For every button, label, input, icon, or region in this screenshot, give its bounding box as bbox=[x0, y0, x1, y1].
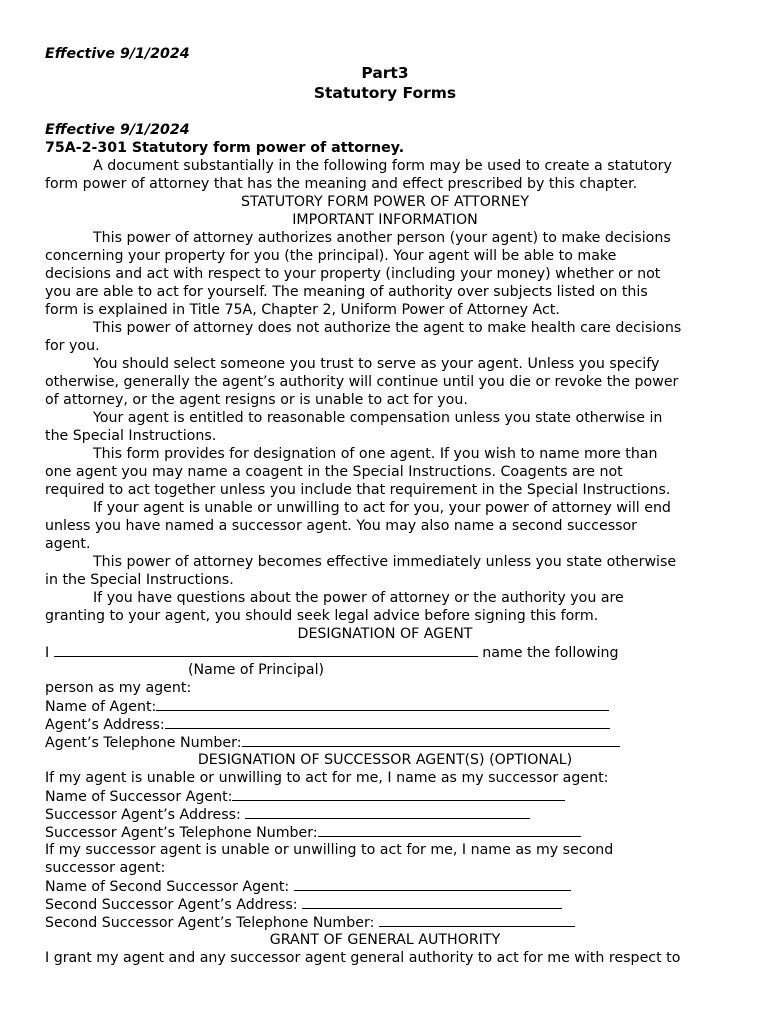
second-address-row bbox=[45, 895, 725, 913]
principal-suffix: name the following bbox=[482, 645, 619, 661]
paragraph-line: of attorney, or the agent resigns or is unable to act for you. bbox=[45, 392, 468, 408]
paragraph-line: required to act together unless you include that requirement in the Special Instructions. bbox=[45, 482, 671, 498]
agent-name-label: Name of Agent: bbox=[45, 699, 157, 715]
successor-phone-label: Successor Agent’s Telephone Number: bbox=[45, 825, 318, 841]
paragraph-line: If you have questions about the power of attorney or the authority you are bbox=[93, 590, 624, 606]
second-intro-line: successor agent: bbox=[45, 860, 166, 876]
paragraph-line: decisions and act with respect to your property (including your money) whether or not bbox=[45, 266, 661, 282]
second-name-row bbox=[45, 877, 725, 895]
successor-phone-field[interactable] bbox=[318, 823, 581, 837]
second-phone-field[interactable] bbox=[379, 913, 575, 927]
spacer bbox=[45, 103, 725, 121]
second-address-field[interactable] bbox=[302, 895, 562, 909]
document-page bbox=[45, 45, 725, 967]
agent-name-row bbox=[45, 697, 725, 715]
second-intro-line: If my successor agent is unable or unwilling to act for me, I name as my second bbox=[45, 842, 614, 858]
paragraph-line: the Special Instructions. bbox=[45, 428, 217, 444]
paragraph-line: you are able to act for yourself. The meaning of authority over subjects listed on this bbox=[45, 284, 648, 300]
successor-address-label: Successor Agent’s Address: bbox=[45, 807, 241, 823]
info-paragraph bbox=[45, 409, 725, 445]
second-name-label: Name of Second Successor Agent: bbox=[45, 879, 290, 895]
info-paragraph bbox=[45, 229, 725, 319]
paragraph-line: This power of attorney authorizes another person (your agent) to make decisions bbox=[93, 230, 671, 246]
principal-prefix: I bbox=[45, 645, 50, 661]
paragraph-line: This power of attorney becomes effective immediately unless you state otherwise bbox=[93, 554, 677, 570]
paragraph-line: agent. bbox=[45, 536, 91, 552]
paragraph-line: unless you have named a successor agent. You may also name a second successor bbox=[45, 518, 637, 534]
successor-address-row bbox=[45, 805, 725, 823]
second-phone-row bbox=[45, 913, 725, 931]
section-heading: 75A-2-301 Statutory form power of attorney. bbox=[45, 140, 405, 156]
agent-phone-row bbox=[45, 733, 725, 751]
part-title: Part3 bbox=[361, 64, 409, 82]
important-info-heading: IMPORTANT INFORMATION bbox=[292, 212, 478, 228]
paragraph-line: concerning your property for you (the principal). Your agent will be able to make bbox=[45, 248, 617, 264]
grant-line: I grant my agent and any successor agent general authority to act for me with respect to bbox=[45, 950, 681, 966]
paragraph-line: This power of attorney does not authorize the agent to make health care decisions bbox=[93, 320, 682, 336]
person-as-agent: person as my agent: bbox=[45, 680, 192, 696]
agent-phone-field[interactable] bbox=[242, 733, 620, 747]
successor-name-label: Name of Successor Agent: bbox=[45, 789, 233, 805]
paragraph-line: form is explained in Title 75A, Chapter 2, Uniform Power of Attorney Act. bbox=[45, 302, 560, 318]
second-phone-label: Second Successor Agent’s Telephone Number: bbox=[45, 915, 375, 931]
intro-line: form power of attorney that has the meaning and effect prescribed by this chapter. bbox=[45, 176, 638, 192]
principal-line bbox=[45, 643, 725, 661]
successor-address-field[interactable] bbox=[245, 805, 530, 819]
agent-name-field[interactable] bbox=[156, 697, 609, 711]
successor-heading: DESIGNATION OF SUCCESSOR AGENT(S) (OPTIONAL) bbox=[197, 752, 573, 768]
paragraph-line: in the Special Instructions. bbox=[45, 572, 234, 588]
second-name-field[interactable] bbox=[294, 877, 571, 891]
effective-date-top: Effective 9/1/2024 bbox=[45, 46, 190, 62]
successor-phone-row bbox=[45, 823, 725, 841]
principal-name-field[interactable] bbox=[54, 643, 478, 657]
principal-sublabel: (Name of Principal) bbox=[188, 662, 325, 678]
successor-name-row bbox=[45, 787, 725, 805]
info-paragraph bbox=[45, 319, 725, 355]
intro-line: A document substantially in the following form may be used to create a statutory bbox=[93, 158, 672, 174]
paragraph-line: This form provides for designation of one agent. If you wish to name more than bbox=[93, 446, 658, 462]
effective-date-section: Effective 9/1/2024 bbox=[45, 122, 190, 138]
part-subtitle: Statutory Forms bbox=[313, 84, 457, 102]
designation-heading: DESIGNATION OF AGENT bbox=[297, 626, 473, 642]
successor-name-field[interactable] bbox=[232, 787, 565, 801]
info-paragraph bbox=[45, 499, 725, 553]
second-address-label: Second Successor Agent’s Address: bbox=[45, 897, 298, 913]
agent-phone-label: Agent’s Telephone Number: bbox=[45, 735, 242, 751]
paragraph-line: otherwise, generally the agent’s authority will continue until you die or revoke the power bbox=[45, 374, 679, 390]
paragraph-line: granting to your agent, you should seek legal advice before signing this form. bbox=[45, 608, 599, 624]
agent-address-row bbox=[45, 715, 725, 733]
info-paragraph bbox=[45, 445, 725, 499]
form-title: STATUTORY FORM POWER OF ATTORNEY bbox=[241, 194, 529, 210]
info-paragraph bbox=[45, 355, 725, 409]
info-paragraph bbox=[45, 589, 725, 625]
info-paragraph bbox=[45, 553, 725, 589]
paragraph-line: for you. bbox=[45, 338, 100, 354]
successor-intro: If my agent is unable or unwilling to act for me, I name as my successor agent: bbox=[45, 770, 609, 786]
grant-heading: GRANT OF GENERAL AUTHORITY bbox=[269, 932, 501, 948]
paragraph-line: one agent you may name a coagent in the Special Instructions. Coagents are not bbox=[45, 464, 623, 480]
paragraph-line: You should select someone you trust to serve as your agent. Unless you specify bbox=[93, 356, 660, 372]
paragraph-line: If your agent is unable or unwilling to act for you, your power of attorney will end bbox=[93, 500, 671, 516]
agent-address-label: Agent’s Address: bbox=[45, 717, 165, 733]
agent-address-field[interactable] bbox=[165, 715, 610, 729]
paragraph-line: Your agent is entitled to reasonable compensation unless you state otherwise in bbox=[93, 410, 663, 426]
